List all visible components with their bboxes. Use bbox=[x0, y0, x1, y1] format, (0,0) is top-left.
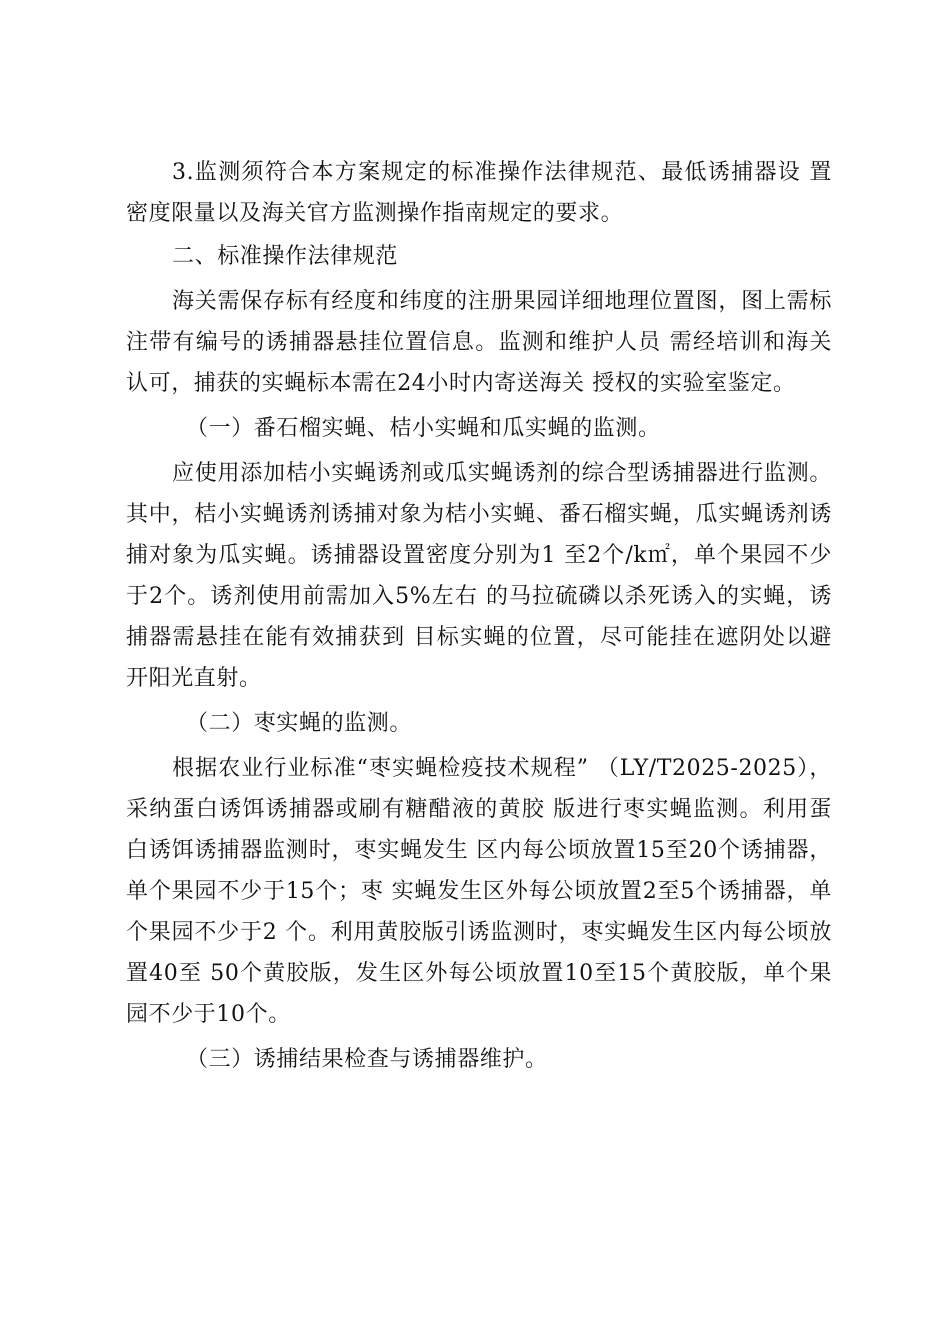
document-body bbox=[126, 152, 832, 1080]
subsection-heading-jujube-fly: （二）枣实蝇的监测。 bbox=[186, 711, 413, 736]
paragraph-jujube-monitoring: 根据农业行业标准“枣实蝇检疫技术规程” （LY/T2025-2025），采纳蛋白诱饵诱捕器或刷有糖醋液的黄胶 版进行枣实蝇监测。利用蛋白诱饵诱捕器监测时，枣实蝇发生 区内每公顷放置15至20个诱捕器，单个果园不少于15个；枣 实蝇发生区外每公顷放置2至5个诱捕器，单个果园不少于2 个。利用黄胶版引诱监测时，枣实蝇发生区内每公顷放置40至 50个黄胶版，发生区外每公顷放置10至15个黄胶版，单个果 园不少于10个。 bbox=[126, 756, 832, 1027]
subsection-heading-trap-maintenance: （三）诱捕结果检查与诱捕器维护。 bbox=[186, 1047, 548, 1072]
subsection-heading-guava-fly: （一）番石榴实蝇、桔小实蝇和瓜实蝇的监测。 bbox=[186, 416, 661, 441]
paragraph-customs-records: 海关需保存标有经度和纬度的注册果园详细地理位置图，图上需标注带有编号的诱捕器悬挂位置信息。监测和维护人员 需经培训和海关认可，捕获的实蝇标本需在24小时内寄送海关 授权的实验室鉴定。 bbox=[126, 289, 832, 396]
section-heading-standard-operation: 二、标准操作法律规范 bbox=[172, 244, 399, 269]
paragraph-trap-usage: 应使用添加桔小实蝇诱剂或瓜实蝇诱剂的综合型诱捕器进行监测。其中，桔小实蝇诱剂诱捕对象为桔小实蝇、番石榴实蝇，瓜实蝇诱剂诱捕对象为瓜实蝇。诱捕器设置密度分别为1 至2个/k㎡，单个果园不少于2个。诱剂使用前需加入5%左右 的马拉硫磷以杀死诱入的实蝇，诱捕器需悬挂在能有效捕获到 目标实蝇的位置，尽可能挂在遮阴处以避开阳光直射。 bbox=[126, 461, 832, 691]
paragraph-monitoring-requirements: 3.监测须符合本方案规定的标准操作法律规范、最低诱捕器设 置密度限量以及海关官方监测操作指南规定的要求。 bbox=[126, 160, 832, 226]
